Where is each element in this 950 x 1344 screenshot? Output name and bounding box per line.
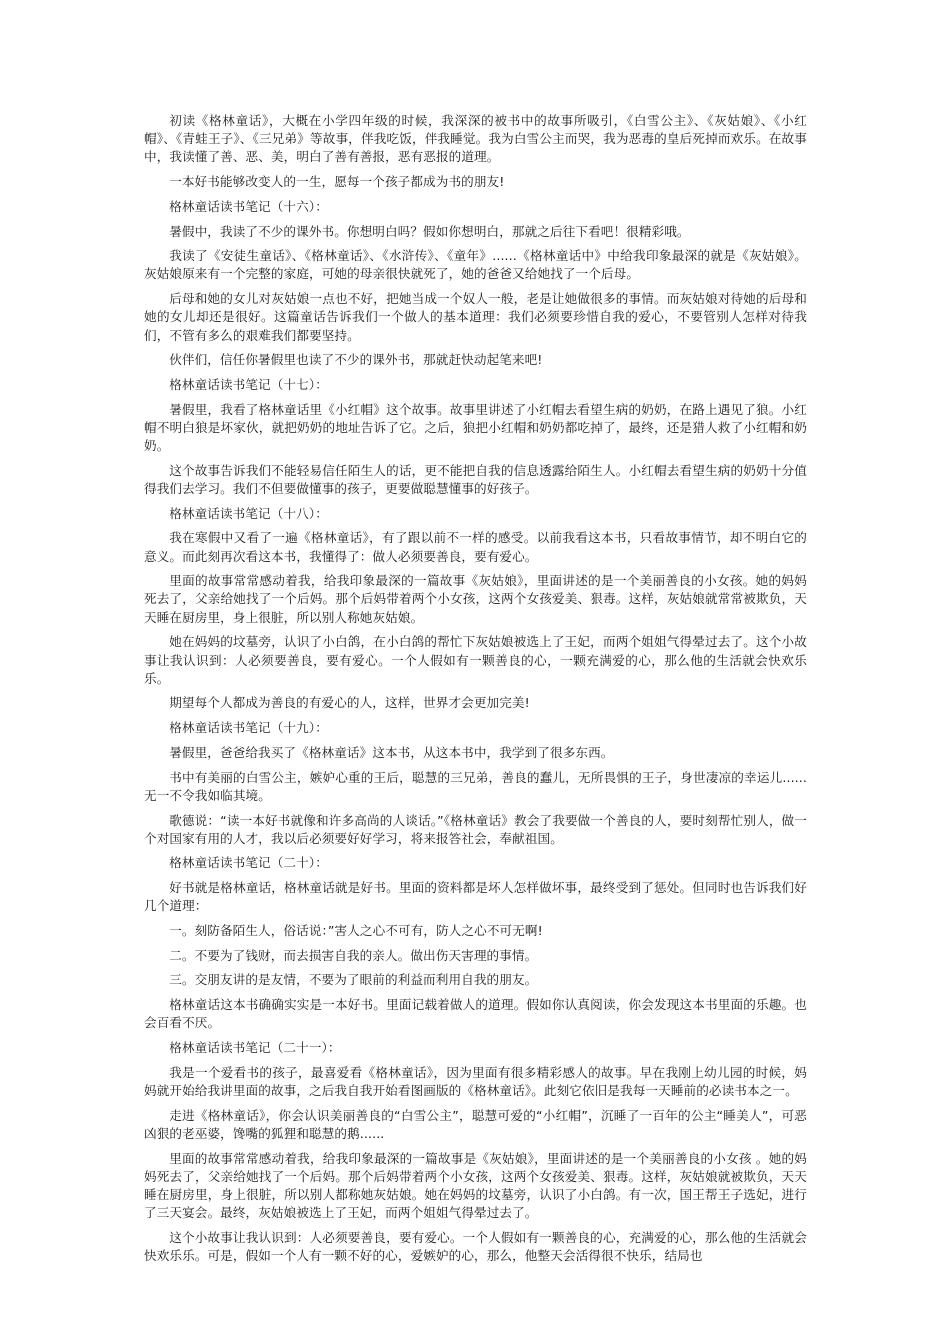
paragraph: 里面的故事常常感动着我，给我印象最深的一篇故事是《灰姑娘》，里面讲述的是一个美丽善良的小女孩 。她的妈妈死去了，父亲给她找了一个后妈。那个后妈带着两个小女孩，这两个女孩爱美、狠毒。这样，灰姑娘就被欺负，天天睡在厨房里，身上很脏，所以别人都称她灰姑娘。她在妈妈的坟墓旁，认识了小白鸽。有一次，国王帮王子选妃，进行了三天宴会。最终，灰姑娘被选上了王妃，而两个姐姐气得晕过去了。 (144, 1150, 807, 1221)
list-item: 三。交朋友讲的是友情，不要为了眼前的利益而利用自我的朋友。 (169, 972, 538, 988)
paragraph: 这个故事告诉我们不能轻易信任陌生人的话，更不能把自我的信息透露给陌生人。小红帽去看望生病的奶奶十分值得我们去学习。我们不但要做懂事的孩子，更要做聪慧懂事的好孩子。 (144, 462, 807, 496)
paragraph: 我在寒假中又看了一遍《格林童话》，有了跟以前不一样的感受。以前我看这本书，只看故事情节，却不明白它的意义。而此刻再次看这本书，我懂得了：做人必须要善良，要有爱心。 (144, 530, 807, 564)
section-heading: 格林童话读书笔记（二十）： (169, 855, 328, 871)
paragraph: 暑假里，我看了格林童话里《小红帽》这个故事。故事里讲述了小红帽去看望生病的奶奶，在路上遇见了狼。小红帽不明白狼是坏家伙，就把奶奶的地址告诉了它。之后，狼把小红帽和奶奶都吃掉了，最终，还是猎人救了小红帽和奶奶。 (144, 401, 807, 454)
paragraph: 好书就是格林童话，格林童话就是好书。里面的资料都是坏人怎样做坏事，最终受到了惩处。但同时也告诉我们好几个道理： (144, 880, 807, 914)
paragraph: 一本好书能够改变人的一生，愿每一个孩子都成为书的朋友! (169, 174, 505, 190)
paragraph: 这个小故事让我认识到：人必须要善良，要有爱心。一个人假如有一颗善良的心，充满爱的心，那么他的生活就会快欢乐乐。可是，假如一个人有一颗不好的心，爱嫉妒的心，那么，他整天会活得很不快乐，结局也 (144, 1229, 807, 1264)
paragraph: 我是一个爱看书的孩子，最喜爱看《格林童话》，因为里面有很多精彩感人的故事。早在我刚上幼儿园的时候，妈妈就开始给我讲里面的故事，之后我自我开始看图画版的《格林童话》。此刻它依旧是我每一天睡前的必读书本之一。 (144, 1064, 807, 1098)
paragraph: 期望每个人都成为善良的有爱心的人，这样，世界才会更加完美! (169, 695, 530, 711)
section-heading: 格林童话读书笔记（十九）： (169, 720, 328, 736)
paragraph: 格林童话这本书确确实实是一本好书。里面记载着做人的道理。假如你认真阅读，你会发现这本书里面的乐趣。也会百看不厌。 (144, 997, 807, 1031)
paragraph: 我读了《安徒生童话》、《格林童话》、《水浒传》、《童年》......《格林童话中》中给我印象最深的就是《灰姑娘》。灰姑娘原来有一个完整的家庭，可她的母亲很快就死了，她的爸爸又给她找了一个后母。 (144, 248, 807, 282)
paragraph: 后母和她的女儿对灰姑娘一点也不好，把她当成一个奴人一般，老是让她做很多的事情。而灰姑娘对待她的后母和她的女儿却还是很好。这篇童话告诉我们一个做人的基本道理：我们必须要珍惜自我的爱心，不要管别人怎样对待我们，不管有多么的艰难我们都要坚持。 (144, 291, 807, 343)
list-item: 二。不要为了钱财，而去损害自我的亲人。做出伤天害理的事情。 (169, 947, 538, 963)
section-heading: 格林童话读书笔记（二十一）： (169, 1040, 341, 1056)
paragraph: 初读《格林童话》，大概在小学四年级的时候，我深深的被书中的故事所吸引，《白雪公主》、《灰姑娘》、《小红帽》、《青蛙王子》、《三兄弟》等故事，伴我吃饭，伴我睡觉。我为白雪公主而哭，我为恶毒的皇后死掉而欢乐。在故事中，我读懂了善、恶、美，明白了善有善报，恶有恶报的道理。 (144, 113, 807, 165)
list-item: 一。刻防备陌生人，俗话说：”害人之心不可有，防人之心不可无啊! (169, 923, 543, 939)
paragraph: 暑假里，爸爸给我买了《格林童话》这本书，从这本书中，我学到了很多东西。 (169, 744, 614, 760)
paragraph: 伙伴们，信任你暑假里也读了不少的课外书，那就赶快动起笔来吧! (169, 352, 543, 368)
section-heading: 格林童话读书笔记（十八）： (169, 505, 328, 521)
paragraph: 她在妈妈的坟墓旁，认识了小白鸽，在小白鸽的帮忙下灰姑娘被选上了王妃，而两个姐姐气得晕过去了。这个小故事让我认识到：人必须要善良，要有爱心。一个人假如有一颗善良的心，一颗充满爱的心，那么他的生活就会快欢乐乐。 (144, 634, 807, 686)
paragraph: 歌德说：“读一本好书就像和许多高尚的人谈话。”《格林童话》教会了我要做一个善良的人，要时刻帮忙别人，做一个对国家有用的人才，我以后必须要好好学习，将来报答社会，奉献祖国。 (144, 812, 807, 846)
paragraph: 书中有美丽的白雪公主，嫉妒心重的王后，聪慧的三兄弟，善良的蠢儿，无所畏惧的王子，身世凄凉的幸运儿......无一不令我如临其境。 (144, 769, 807, 803)
document-body (144, 112, 807, 1272)
paragraph: 里面的故事常常感动着我，给我印象最深的一篇故事《灰姑娘》，里面讲述的是一个美丽善良的小女孩。她的妈妈死去了，父亲给她找了一个后妈。那个后妈带着两个小女孩，这两个女孩爱美、狠毒。这样，灰姑娘就常常被欺负，天天睡在厨房里，身上很脏，所以别人称她灰姑娘。 (144, 573, 807, 625)
section-heading: 格林童话读书笔记（十六）： (169, 198, 328, 214)
section-heading: 格林童话读书笔记（十七）： (169, 376, 328, 392)
paragraph: 走进《格林童话》，你会认识美丽善良的“白雪公主”，聪慧可爱的“小红帽”，沉睡了一百年的公主“睡美人”，可恶凶狠的老巫婆，馋嘴的狐狸和聪慧的鹅...... (144, 1107, 807, 1141)
paragraph: 暑假中，我读了不少的课外书。你想明白吗？假如你想明白，那就之后往下看吧！很精彩哦。 (169, 223, 690, 239)
